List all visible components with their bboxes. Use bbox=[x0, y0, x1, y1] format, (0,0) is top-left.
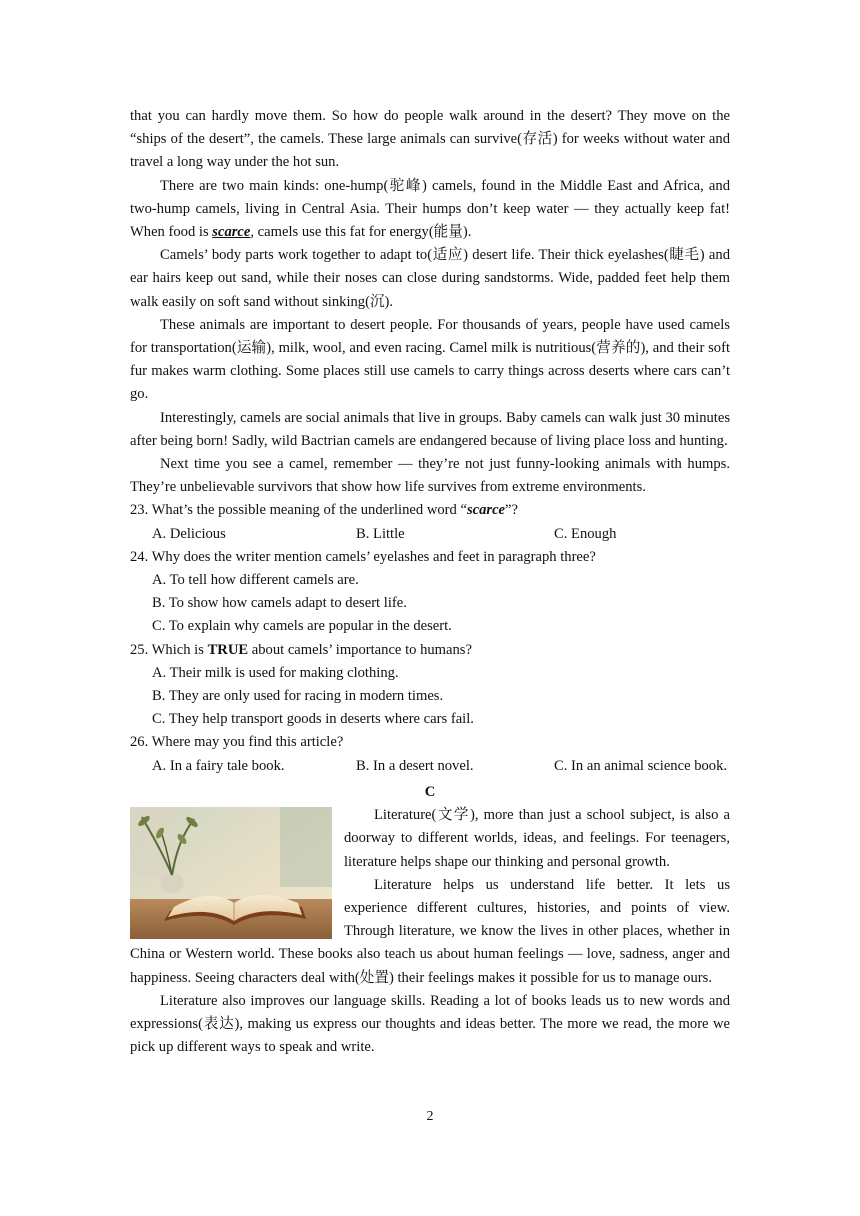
paragraph-continuation: that you can hardly move them. So how do people walk around in the desert? They move on the “ships of the desert”, the camels. These large animals can survive(存活) for weeks without water and travel a long way under the hot sun. bbox=[130, 108, 730, 171]
paragraph-literature-intro: Literature(文学), more than just a school subject, is also a doorway to different worlds, ideas, and feelings. For teenagers, literature helps shape our thinking and personal growth. bbox=[344, 807, 730, 870]
book-photo bbox=[130, 807, 332, 939]
question-26-options bbox=[152, 755, 730, 778]
question-24: 24. Why does the writer mention camels’ eyelashes and feet in paragraph three? bbox=[130, 548, 596, 565]
page-content bbox=[130, 105, 730, 1059]
question-stem: ”? bbox=[505, 502, 518, 519]
option-c[interactable]: C. In an animal science book. bbox=[554, 757, 728, 774]
paragraph-camel-kinds bbox=[130, 175, 730, 245]
option-c[interactable]: C. They help transport goods in deserts where cars fail. bbox=[152, 711, 474, 728]
option-a[interactable]: A. Delicious bbox=[152, 525, 226, 542]
option-a[interactable]: A. In a fairy tale book. bbox=[152, 757, 285, 774]
open-book-image bbox=[130, 807, 332, 939]
option-b[interactable]: B. To show how camels adapt to desert life. bbox=[152, 595, 407, 612]
paragraph-conclusion: Next time you see a camel, remember — they’re not just funny-looking animals with humps. They’re unbelievable survivors that show how life survives from extreme environments. bbox=[130, 456, 730, 496]
paragraph-literature-life: Literature helps us understand life better. It lets us experience different cultures, histories, and points of view. Through literature, we know the lives in other places, whether in China or Western world. These books also teach us about human feelings — love, sadness, anger and happiness. Seeing characters deal with(处置) their feelings makes it possible for us to manage ours. bbox=[130, 876, 730, 986]
question-stem: 25. Which is bbox=[130, 641, 208, 658]
paragraph-text: There are two main kinds: one-hump(驼峰) camels, found in the Middle East and Africa, and two-hump camels, living in Central Asia. Their humps don’t keep water — they actually keep fat! When food is bbox=[130, 177, 730, 241]
option-a[interactable]: A. To tell how different camels are. bbox=[152, 572, 359, 589]
paragraph-text: , camels use this fat for energy(能量). bbox=[250, 224, 472, 241]
page-number: 2 bbox=[426, 1109, 434, 1124]
option-b[interactable]: B. In a desert novel. bbox=[356, 757, 474, 774]
question-stem: about camels’ importance to humans? bbox=[248, 641, 472, 658]
option-c[interactable]: C. To explain why camels are popular in the desert. bbox=[152, 618, 452, 635]
question-stem: 23. What’s the possible meaning of the underlined word “ bbox=[130, 502, 467, 519]
question-keyword: scarce bbox=[466, 502, 506, 519]
paragraph-literature-language: Literature also improves our language skills. Reading a lot of books leads us to new words and expressions(表达), making us express our thoughts and ideas better. The more we read, the more we pick up different ways to speak and write. bbox=[130, 992, 730, 1056]
option-b[interactable]: B. Little bbox=[356, 525, 405, 542]
question-keyword: TRUE bbox=[207, 641, 249, 658]
section-heading: C bbox=[424, 783, 436, 800]
question-26: 26. Where may you find this article? bbox=[130, 734, 344, 751]
question-23-options bbox=[152, 523, 730, 546]
paragraph-social: Interestingly, camels are social animals that live in groups. Baby camels can walk just 30 minutes after being born! Sadly, wild Bactrian camels are endangered because of living place loss and hunting. bbox=[130, 409, 730, 449]
question-25 bbox=[130, 639, 730, 662]
paragraph-importance: These animals are important to desert people. For thousands of years, people have used camels for transportation(运输), milk, wool, and even racing. Camel milk is nutritious(营养的), and their soft fur makes warm clothing. Some places still use camels to carry things across deserts where cars can’t go. bbox=[130, 316, 730, 403]
underlined-word: scarce bbox=[212, 224, 251, 241]
option-c[interactable]: C. Enough bbox=[554, 525, 617, 542]
question-23 bbox=[130, 499, 730, 522]
paragraph-body-parts: Camels’ body parts work together to adapt to(适应) desert life. Their thick eyelashes(睫毛) and ear hairs keep out sand, while their noses can close during sandstorms. Wide, padded feet help them walk easily on soft sand without sinking(沉). bbox=[130, 247, 730, 310]
option-b[interactable]: B. They are only used for racing in modern times. bbox=[152, 688, 444, 705]
option-a[interactable]: A. Their milk is used for making clothing. bbox=[152, 664, 399, 681]
